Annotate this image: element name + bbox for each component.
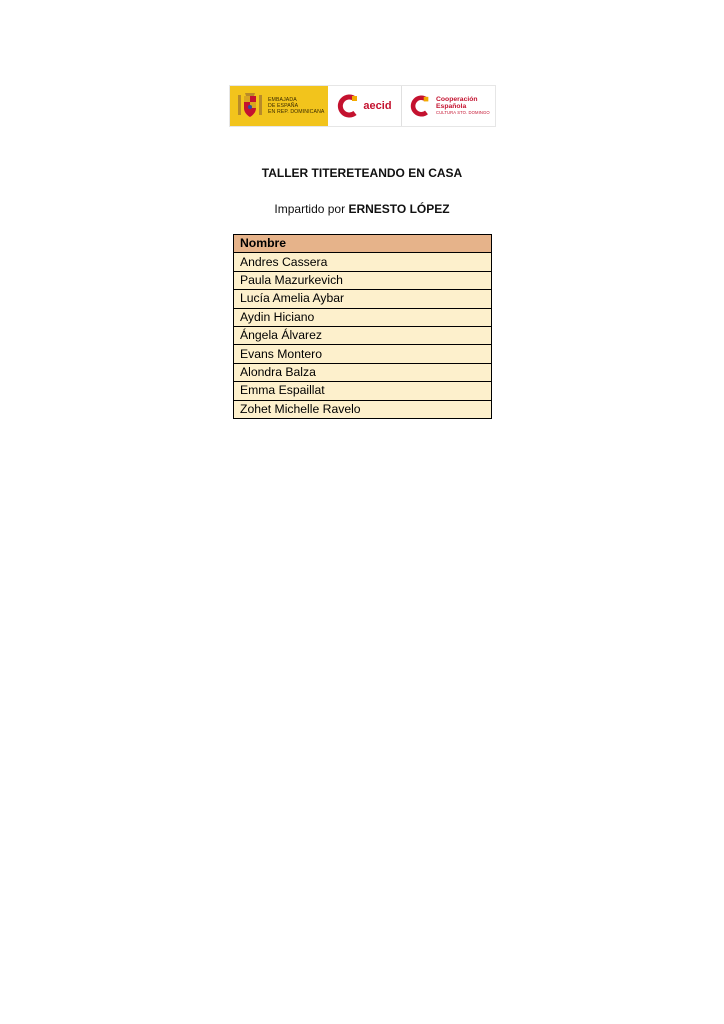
participant-name: Emma Espaillat bbox=[234, 382, 492, 400]
participants-table bbox=[233, 234, 492, 419]
document-subtitle bbox=[0, 202, 724, 216]
table-row bbox=[234, 400, 492, 418]
participant-name: Alondra Balza bbox=[234, 363, 492, 381]
embajada-line-3: EN REP. DOMINICANA bbox=[268, 109, 325, 115]
cooperacion-text bbox=[436, 96, 490, 117]
table-row bbox=[234, 363, 492, 381]
participant-name: Andres Cassera bbox=[234, 253, 492, 271]
table-row bbox=[234, 290, 492, 308]
embajada-logo bbox=[230, 86, 328, 126]
aecid-c-icon bbox=[337, 94, 361, 118]
document-title: TALLER TITERETEANDO EN CASA bbox=[261, 166, 463, 180]
cooperacion-line-1: Cooperación bbox=[436, 95, 478, 103]
column-header-nombre: Nombre bbox=[234, 235, 492, 253]
instructor-name: ERNESTO LÓPEZ bbox=[348, 202, 450, 216]
aecid-wordmark: aecid bbox=[363, 100, 392, 112]
cooperacion-subline: CULTURA STO. DOMINGO bbox=[436, 110, 490, 116]
participant-name: Lucía Amelia Aybar bbox=[234, 290, 492, 308]
table-row bbox=[234, 382, 492, 400]
table-row bbox=[234, 326, 492, 344]
table-row bbox=[234, 253, 492, 271]
participant-name: Zohet Michelle Ravelo bbox=[234, 400, 492, 418]
cooperacion-c-icon bbox=[410, 95, 432, 117]
table-row bbox=[234, 308, 492, 326]
participant-name: Paula Mazurkevich bbox=[234, 271, 492, 289]
table-header-row bbox=[234, 235, 492, 253]
subtitle-prefix: Impartido por bbox=[274, 202, 349, 216]
embajada-line-1: EMBAJADA bbox=[268, 97, 297, 103]
cooperacion-line-2: Española bbox=[436, 103, 467, 110]
spain-coat-of-arms-icon bbox=[236, 91, 264, 121]
logo-banner bbox=[229, 85, 496, 127]
table-row bbox=[234, 345, 492, 363]
embajada-text bbox=[268, 97, 324, 115]
participant-name: Aydin Hiciano bbox=[234, 308, 492, 326]
table-row bbox=[234, 271, 492, 289]
participant-name: Ángela Álvarez bbox=[234, 326, 492, 344]
aecid-logo bbox=[328, 86, 402, 126]
cooperacion-logo bbox=[402, 86, 495, 126]
participant-name: Evans Montero bbox=[234, 345, 492, 363]
embajada-line-2: DE ESPAÑA bbox=[268, 103, 299, 109]
